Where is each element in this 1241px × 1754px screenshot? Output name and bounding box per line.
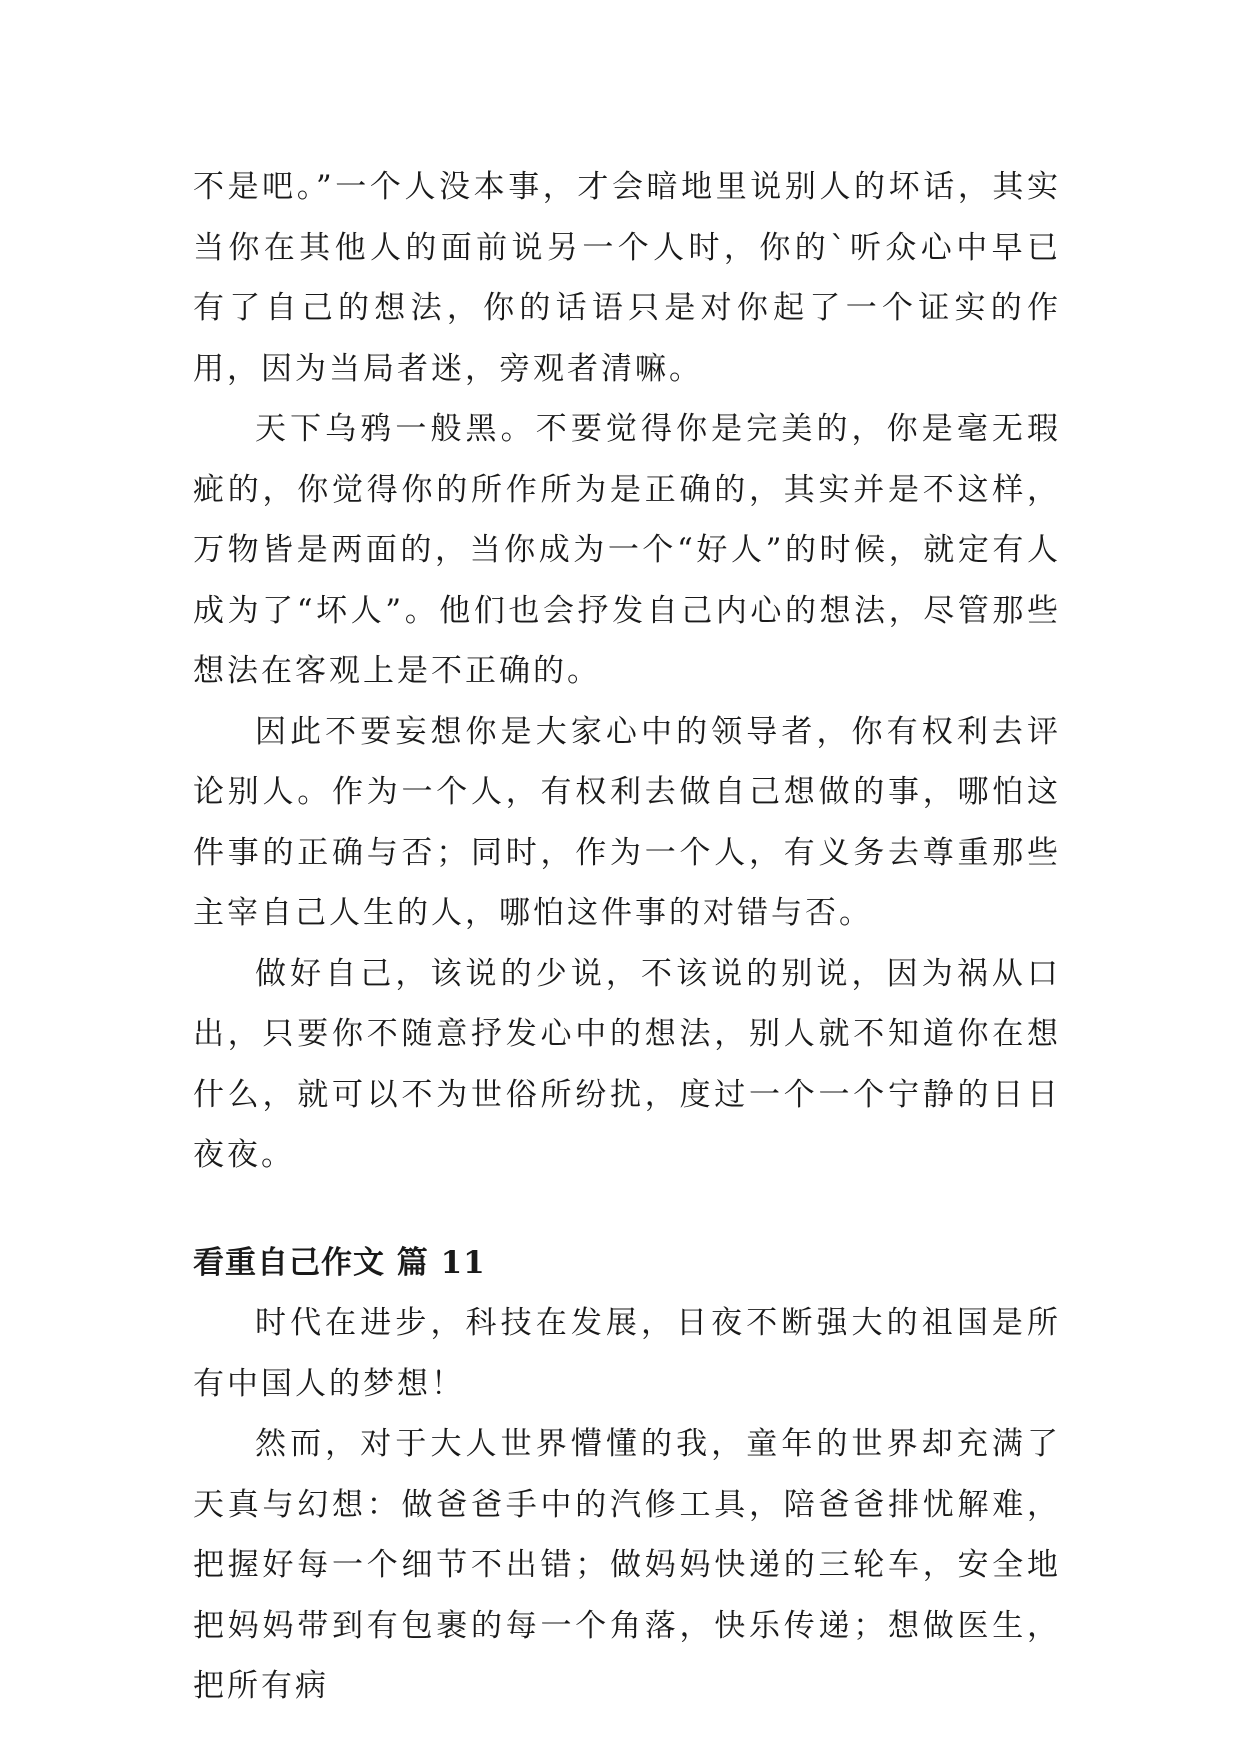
paragraph-4: 做好自己，该说的少说，不该说的别说，因为祸从口出，只要你不随意抒发心中的想法，别人就不知道你在想什么，就可以不为世俗所纷扰，度过一个一个宁静的日日夜夜。	[193, 955, 1061, 1173]
paragraph-2: 天下乌鸦一般黑。不要觉得你是完美的，你是毫无瑕疵的，你觉得你的所作所为是正确的，其实并是不这样，万物皆是两面的，当你成为一个“好人”的时候，就定有人成为了“坏人”。他们也会抒发自己内心的想法，尽管那些想法在客观上是不正确的。	[193, 411, 1061, 689]
paragraph-6: 然而，对于大人世界懵懂的我，童年的世界却充满了天真与幻想：做爸爸手中的汽修工具，陪爸爸排忧解难，把握好每一个细节不出错；做妈妈快递的三轮车，安全地把妈妈带到有包裹的每一个角落，快乐传递；想做医生，把所有病	[193, 1426, 1061, 1704]
section-heading: 看重自己作文 篇 11	[193, 1244, 486, 1281]
paragraph-5: 时代在进步，科技在发展，日夜不断强大的祖国是所有中国人的梦想！	[193, 1305, 1061, 1402]
paragraph-3: 因此不要妄想你是大家心中的领导者，你有权利去评论别人。作为一个人，有权利去做自己想做的事，哪怕这件事的正确与否；同时，作为一个人，有义务去尊重那些主宰自己人生的人，哪怕这件事的对错与否。	[193, 713, 1061, 931]
document-body	[193, 157, 1061, 1717]
paragraph-1: 不是吧。”一个人没本事，才会暗地里说别人的坏话，其实当你在其他人的面前说另一个人时，你的`听众心中早已有了自己的想法，你的话语只是对你起了一个证实的作用，因为当局者迷，旁观者清嘛。	[193, 169, 1061, 387]
